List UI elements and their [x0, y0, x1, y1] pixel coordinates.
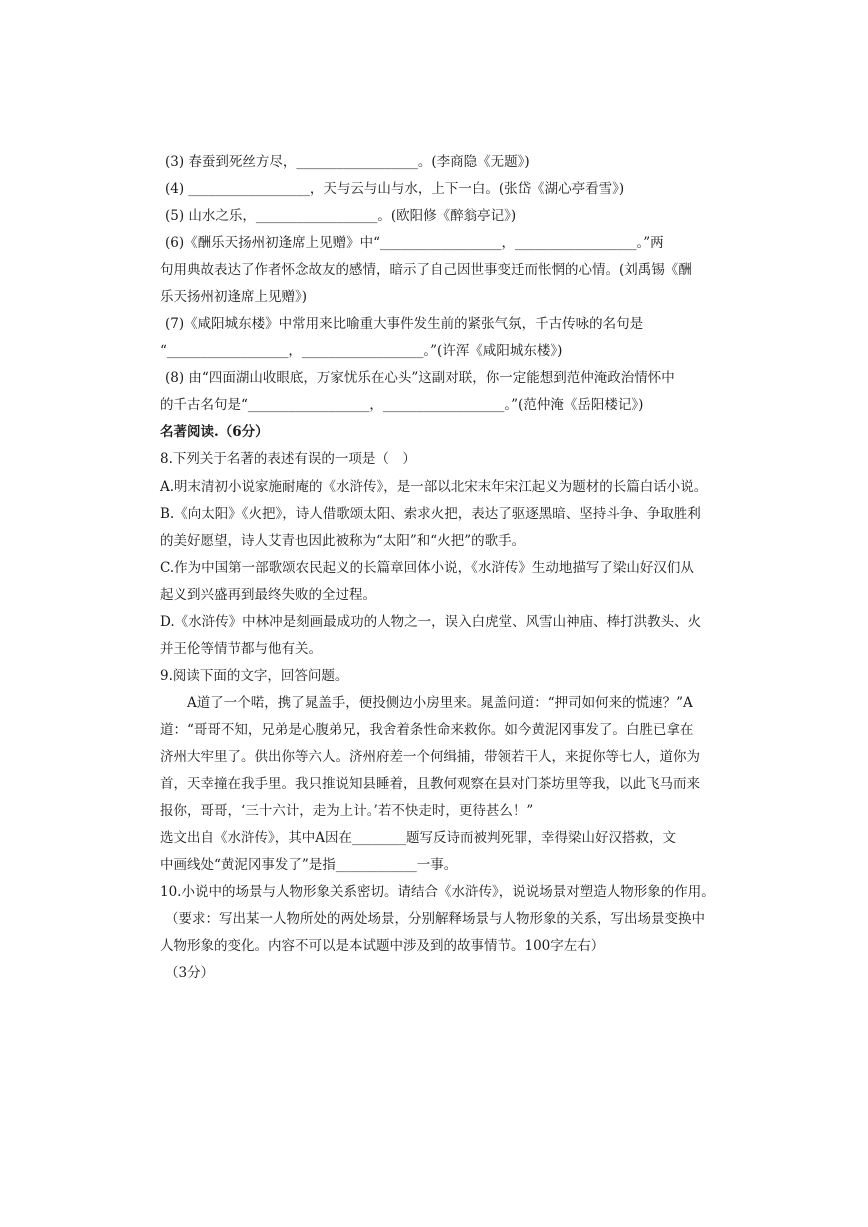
fill-blank-8: (8) 由“四面湖山收眼底，万家忧乐在心头”这副对联，你一定能想到范仲淹政治情怀中 [165, 370, 675, 386]
fill-blank-4: (4) __________________，天与云与山与水，上下一白。(张岱《湖心亭看雪》) [165, 181, 625, 197]
question-9-blanks: 选文出自《水浒传》，其中A因在________题写反诗而被判死罪，幸得梁山好汉搭救，文 [160, 830, 676, 846]
option-b-cont: 的美好愿望，诗人艾青也因此被称为“太阳”和“火把”的歌手。 [160, 533, 526, 549]
question-8: 8.下列关于名著的表述有误的一项是（ ） [160, 451, 416, 467]
fill-blank-6: (6)《酬乐天扬州初逢席上见赠》中“__________________，__________________。”两 [165, 235, 664, 251]
option-b: B.《向太阳》《火把》，诗人借歌颂太阳、索求火把，表达了驱逐黑暗、坚持斗争、争取胜利 [160, 506, 701, 522]
question-10: 10.小说中的场景与人物形象关系密切。请结合《水浒传》，说说场景对塑造人物形象的作用。 [160, 884, 715, 900]
option-d: D.《水浒传》中林冲是刻画最成功的人物之一，误入白虎堂、风雪山神庙、棒打洪教头、火 [160, 614, 702, 630]
passage-line-5: 报你，哥哥，‘三十六计，走为上计。’若不快走时，更待甚么！” [160, 803, 534, 819]
passage-line-2: 道：“哥哥不知，兄弟是心腹弟兄，我舍着条性命来救你。如今黄泥冈事发了。白胜已拿在 [160, 722, 694, 738]
option-c: C.作为中国第一部歌颂农民起义的长篇章回体小说，《水浒传》生动地描写了梁山好汉们从 [160, 560, 694, 576]
option-d-cont: 并王伦等情节都与他有关。 [160, 641, 322, 657]
question-10-requirement: （要求：写出某一人物所处的两处场景，分别解释场景与人物形象的关系，写出场景变换中 [165, 911, 705, 927]
passage-line-1: A道了一个喏，携了晁盖手，便投侧边小房里来。晁盖问道：“押司如何来的慌速？”A [160, 695, 693, 711]
fill-blank-6-cont: 句用典故表达了作者怀念故友的感情，暗示了自己因世事变迁而怅惘的心情。(刘禹锡《酬 [160, 262, 692, 278]
question-9-blanks-cont: 中画线处“黄泥冈事发了”是指____________一事。 [160, 857, 458, 873]
section-heading: 名著阅读.（6分） [160, 424, 269, 440]
question-10-score: （3分） [165, 965, 215, 981]
option-a: A.明末清初小说家施耐庵的《水浒传》，是一部以北宋末年宋江起义为题材的长篇白话小说。 [160, 479, 708, 495]
fill-blank-7: (7)《咸阳城东楼》中常用来比喻重大事件发生前的紧张气氛，千古传咏的名句是 [165, 316, 644, 332]
question-9: 9.阅读下面的文字，回答问题。 [160, 668, 349, 684]
question-10-requirement-cont: 人物形象的变化。内容不可以是本试题中涉及到的故事情节。100字左右） [160, 938, 605, 954]
passage-line-4: 首，天幸撞在我手里。我只推说知县睡着，且教何观察在县对门茶坊里等我，以此飞马而来 [160, 776, 700, 792]
fill-blank-7-cont: “__________________，__________________。”(许浑《咸阳城东楼》) [160, 343, 563, 359]
fill-blank-5: (5) 山水之乐，__________________。(欧阳修《醉翁亭记》) [165, 208, 517, 224]
fill-blank-8-cont: 的千古名句是“__________________，__________________。”(范仲淹《岳阳楼记》) [160, 397, 644, 413]
option-c-cont: 起义到兴盛再到最终失败的全过程。 [160, 587, 376, 603]
fill-blank-6-source: 乐天扬州初逢席上见赠》) [160, 289, 308, 305]
fill-blank-3: (3) 春蚕到死丝方尽，__________________。(李商隐《无题》) [165, 154, 530, 170]
passage-line-3: 济州大牢里了。供出你等六人。济州府差一个何缉捕，带领若干人，来捉你等七人，道你为 [160, 749, 700, 765]
